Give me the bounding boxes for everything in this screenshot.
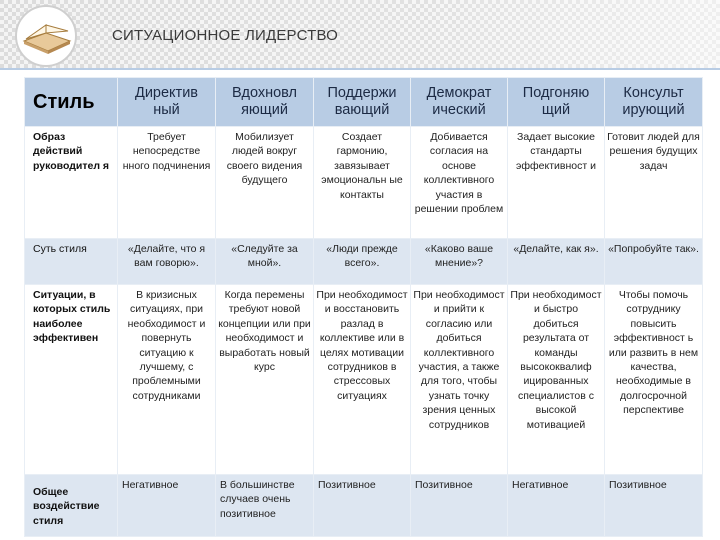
table-cell: Мобилизует людей вокруг своего видения будущего xyxy=(216,127,314,239)
table-cell: Создает гармонию, завязывает эмоциональн ые контакты xyxy=(314,127,411,239)
slide-header xyxy=(0,0,720,70)
table-cell: «Делайте, что я вам говорю». xyxy=(118,239,216,285)
table-cell: В кризисных ситуациях, при необходимост и повернуть ситуацию к лучшему, с проблемными сотрудниками xyxy=(118,285,216,475)
table-cell: Чтобы помочь сотруднику повысить эффективност ь или развить в нем качества, необходимые в долгосрочной перспективе xyxy=(605,285,703,475)
table-cell: Когда перемены требуют новой концепции или при необходимост и выработать новый курс xyxy=(216,285,314,475)
leadership-styles-table xyxy=(24,77,703,537)
header-background xyxy=(0,0,720,70)
table-cell: При необходимост и восстановить разлад в коллективе или в целях мотивации сотрудников в стрессовых ситуациях xyxy=(314,285,411,475)
column-header-supportive: Поддержи вающий xyxy=(314,78,411,127)
table-cell: Позитивное xyxy=(411,475,508,537)
table-cell: «Каково ваше мнение»? xyxy=(411,239,508,285)
column-header-directive: Директив ный xyxy=(118,78,216,127)
table-row xyxy=(25,475,703,537)
column-header-democratic: Демократ ический xyxy=(411,78,508,127)
book-icon xyxy=(10,3,86,69)
table-cell: В большинстве случаев очень позитивное xyxy=(216,475,314,537)
table-row xyxy=(25,285,703,475)
table-row xyxy=(25,239,703,285)
table-cell: Позитивное xyxy=(605,475,703,537)
table-cell: При необходимост и прийти к согласию или добиться коллективного участия, а также для того, чтобы узнать точку зрения ценных сотрудников xyxy=(411,285,508,475)
row-header: Суть стиля xyxy=(25,239,118,285)
table-row xyxy=(25,127,703,239)
column-header-pacesetting: Подгоняю щий xyxy=(508,78,605,127)
column-header-coaching: Консульт ирующий xyxy=(605,78,703,127)
table-cell: «Люди прежде всего». xyxy=(314,239,411,285)
table-cell: Позитивное xyxy=(314,475,411,537)
table-cell: При необходимост и быстро добиться результата от команды высококвалиф ицированных специалистов с высокой мотивацией xyxy=(508,285,605,475)
table-cell: «Попробуйте так». xyxy=(605,239,703,285)
table-corner-header: Стиль xyxy=(25,78,118,127)
column-header-inspiring: Вдохновл яющий xyxy=(216,78,314,127)
table-cell: Задает высокие стандарты эффективност и xyxy=(508,127,605,239)
slide-title: СИТУАЦИОННОЕ ЛИДЕРСТВО xyxy=(112,27,339,44)
table-cell: Негативное xyxy=(118,475,216,537)
row-header: Ситуации, в которых стиль наиболее эффективен xyxy=(25,285,118,475)
table-cell: «Следуйте за мной». xyxy=(216,239,314,285)
table-cell: Негативное xyxy=(508,475,605,537)
table-cell: Добивается согласия на основе коллективного участия в решении проблем xyxy=(411,127,508,239)
row-header: Образ действий руководител я xyxy=(25,127,118,239)
row-header: Общее воздействие стиля xyxy=(25,475,118,537)
table-cell: Готовит людей для решения будущих задач xyxy=(605,127,703,239)
table-cell: «Делайте, как я». xyxy=(508,239,605,285)
table-cell: Требует непосредстве нного подчинения xyxy=(118,127,216,239)
table-header-row xyxy=(25,78,703,127)
